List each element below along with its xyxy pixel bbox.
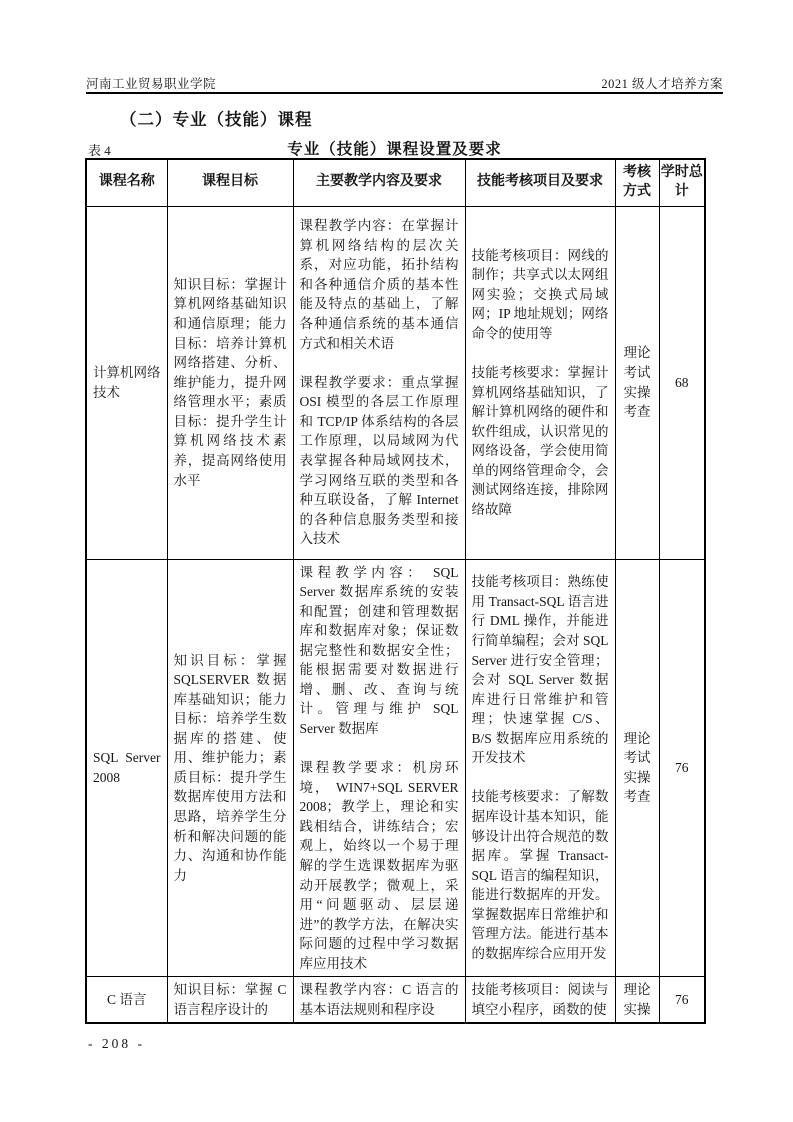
col-header-total-hours: 学时总计 bbox=[659, 159, 705, 206]
cell-course-objectives: 知识目标：掌握 SQLSERVER 数据库基础知识；能力目标：培养学生数据库的搭建、使用、维护能力；素质目标：提升学生数据库使用方法和思路，培养学生分析和解决问题的能力、沟通和协作能力 bbox=[167, 559, 293, 977]
col-header-course-objectives: 课程目标 bbox=[167, 159, 293, 206]
teaching-content-paragraph: 课程教学内容： SQL Server 数据库系统的安装和配置；创建和管理数据库和数据库对象；保证数据完整性和数据安全性；能根据需要对数据进行增、删、改、查询与统计。管理与维护 SQL Server 数据库 bbox=[299, 564, 459, 736]
section-title: （二）专业（技能）课程 bbox=[120, 110, 313, 129]
cell-skill-assessment bbox=[465, 559, 615, 977]
table-label: 表 4 bbox=[88, 143, 111, 158]
col-header-skill-assessment: 技能考核项目及要求 bbox=[465, 159, 615, 206]
cell-teaching-content bbox=[293, 206, 465, 559]
cell-total-hours: 68 bbox=[659, 206, 705, 559]
teaching-requirement-paragraph: 课程教学要求：重点掌握 OSI 模型的各层工作原理和 TCP/IP 体系结构的各层工作原理，以局域网为代表掌握各种局域网技术，学习网络互联的类型和各种互联设备，了解 Internet 的各种信息服务类型和接入技术 bbox=[299, 374, 459, 547]
cell-course-name: 计算机网络技术 bbox=[86, 206, 167, 559]
cell-assessment-method: 理论考试实操考查 bbox=[615, 206, 659, 559]
course-table bbox=[85, 158, 706, 1024]
cell-skill-assessment bbox=[465, 206, 615, 559]
cell-course-name: C 语言 bbox=[86, 977, 167, 1024]
assessment-items-paragraph: 技能考核项目：熟练使用 Transact-SQL 语言进行 DML 操作，并能进行简单编程；会对 SQL Server 进行安全管理；会对 SQL Server 数据库进行日常维护和管理；快速掌握 C/S、B/S 数据库应用系统的开发技术 bbox=[471, 574, 609, 766]
page-header bbox=[86, 74, 723, 92]
header-school-name: 河南工业贸易职业学院 bbox=[86, 77, 217, 91]
cell-teaching-content bbox=[293, 559, 465, 977]
table-row-c-language bbox=[86, 977, 705, 1024]
cell-course-objectives: 知识目标：掌握计算机网络基础知识和通信原理；能力目标：培养计算机网络搭建、分析、维护能力，提升网络管理水平；素质目标：提升学生计算机网络技术素养，提高网络使用水平 bbox=[167, 206, 293, 559]
assessment-items-paragraph: 技能考核项目：网线的制作；共享式以太网组网实验；交换式局域网；IP 地址规划；网络命令的使用等 bbox=[471, 247, 609, 341]
header-program-name: 2021 级人才培养方案 bbox=[601, 77, 723, 91]
table-title: 专业（技能）课程设置及要求 bbox=[287, 141, 502, 158]
table-row-computer-network bbox=[86, 206, 705, 559]
header-rule bbox=[86, 92, 723, 94]
assessment-requirements-paragraph: 技能考核要求：掌握计算机网络基础知识，了解计算机网络的硬件和软件组成，认识常见的网络设备，学会使用简单的网络管理命令，会测试网络连接，排除网络故障 bbox=[471, 364, 609, 517]
col-header-assessment-method: 考核方式 bbox=[615, 159, 659, 206]
cell-course-objectives: 知识目标：掌握 C 语言程序设计的 bbox=[167, 977, 293, 1024]
cell-course-name: SQL Server 2008 bbox=[86, 559, 167, 977]
cell-teaching-content: 课程教学内容：C 语言的基本语法规则和程序设 bbox=[293, 977, 465, 1024]
cell-total-hours: 76 bbox=[659, 977, 705, 1024]
table-header-row bbox=[86, 159, 705, 206]
cell-assessment-method: 理论考试实操考查 bbox=[615, 559, 659, 977]
cell-total-hours: 76 bbox=[659, 559, 705, 977]
teaching-content-paragraph: 课程教学内容：在掌握计算机网络结构的层次关系，对应功能，拓扑结构和各种通信介质的基本性能及特点的基础上，了解各种通信系统的基本通信方式和相关术语 bbox=[299, 218, 459, 351]
col-header-teaching-content: 主要教学内容及要求 bbox=[293, 159, 465, 206]
assessment-requirements-paragraph: 技能考核要求：了解数据库设计基本知识，能够设计出符合规范的数据库。掌握 Transact-SQL 语言的编程知识，能进行数据库的开发。掌握数据库日常维护和管理方法。能进行基本的数据库综合应用开发 bbox=[471, 789, 609, 961]
table-row-sql-server bbox=[86, 559, 705, 977]
cell-skill-assessment: 技能考核项目：阅读与填空小程序，函数的使 bbox=[465, 977, 615, 1024]
page-number: - 208 - bbox=[88, 1036, 145, 1051]
teaching-requirement-paragraph: 课程教学要求：机房环境， WIN7+SQL SERVER 2008；教学上，理论和实践相结合，讲练结合；宏观上，始终以一个易于理解的学生选课数据库为驱动开展教学；微观上，采用“问题驱动、层层递进”的教学方法，在解决实际问题的过程中学习数据库应用技术 bbox=[299, 760, 459, 971]
table-caption bbox=[86, 137, 703, 159]
col-header-course-name: 课程名称 bbox=[86, 159, 167, 206]
cell-assessment-method: 理论实操 bbox=[615, 977, 659, 1024]
